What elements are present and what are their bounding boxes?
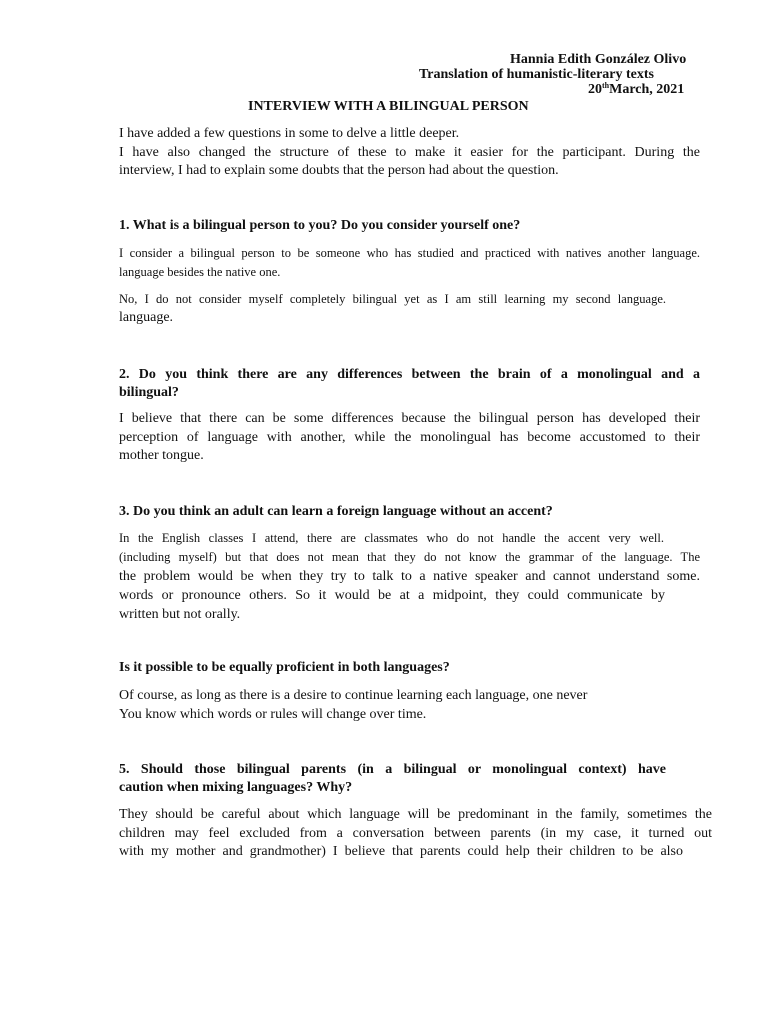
question-5 — [119, 761, 700, 797]
answer-5-line-3: with my mother and grandmother) I believe that parents could help their children to be also — [119, 844, 683, 859]
answer-2-line-2: perception of language with another, while the monolingual has become accustomed to their — [119, 429, 700, 445]
answer-4-line-1: Of course, as long as there is a desire to continue learning each language, one never — [119, 688, 588, 703]
answer-3-line-4: words or pronounce others. So it would be at a midpoint, they could communicate by — [119, 588, 665, 603]
answer-4-line-2: You know which words or rules will change over time. — [119, 706, 427, 722]
author-name: Hannia Edith González Olivo — [510, 52, 687, 67]
intro-line-2: I have also changed the structure of these to make it easier for the participant. During the — [119, 144, 700, 160]
answer-3-line-2: (including myself) but that does not mean that they do not know the grammar of the language. The — [119, 550, 700, 564]
date-day: 20 — [588, 82, 602, 97]
answer-2-line-1: I believe that there can be some differences because the bilingual person has developed their — [119, 411, 700, 426]
answer-1a-line-2: language besides the native one. — [119, 264, 281, 279]
question-2-line-2: bilingual? — [119, 385, 179, 400]
question-2-line-1: 2. Do you think there are any differences between the brain of a monolingual and a — [119, 367, 700, 382]
date-ordinal: th — [602, 81, 610, 90]
answer-3-line-1: In the English classes I attend, there are classmates who do not handle the accent very well. — [119, 531, 664, 545]
answer-1b — [119, 290, 700, 327]
question-1: 1. What is a bilingual person to you? Do you consider yourself one? — [119, 218, 521, 233]
answer-5-line-2: children may feel excluded from a conversation between parents (in my case, it turned out — [119, 825, 712, 841]
question-5-line-1: 5. Should those bilingual parents (in a bilingual or monolingual context) have — [119, 762, 666, 777]
date-month-year: March, 2021 — [609, 82, 685, 97]
answer-3-line-3: the problem would be when they try to talk to a native speaker and cannot understand some. — [119, 569, 700, 584]
question-5-line-2: caution when mixing languages? Why? — [119, 780, 353, 795]
answer-3-line-5: written but not orally. — [119, 607, 241, 622]
answer-1b-line-2: language. — [119, 309, 174, 325]
question-4: Is it possible to be equally proficient in both languages? — [119, 660, 450, 675]
answer-5-line-1: They should be careful about which language will be predominant in the family, sometimes the — [119, 807, 712, 822]
document-title: INTERVIEW WITH A BILINGUAL PERSON — [248, 99, 529, 114]
answer-5 — [119, 806, 712, 862]
answer-2 — [119, 410, 700, 466]
answer-4 — [119, 687, 700, 724]
answer-3 — [119, 529, 700, 624]
answer-1a — [119, 244, 700, 281]
answer-1a-line-1: I consider a bilingual person to be someone who has studied and practiced with natives another language. — [119, 246, 700, 260]
question-3: 3. Do you think an adult can learn a foreign language without an accent? — [119, 504, 553, 519]
document-date — [588, 82, 684, 98]
answer-2-line-3: mother tongue. — [119, 448, 204, 463]
answer-1b-line-1: No, I do not consider myself completely bilingual yet as I am still learning my second language. — [119, 292, 666, 306]
question-2 — [119, 366, 700, 402]
course-name: Translation of humanistic-literary texts — [419, 67, 654, 82]
intro-line-1: I have added a few questions in some to delve a little deeper. — [119, 126, 460, 141]
intro-paragraph — [119, 125, 700, 181]
intro-line-3: interview, I had to explain some doubts that the person had about the question. — [119, 163, 559, 178]
